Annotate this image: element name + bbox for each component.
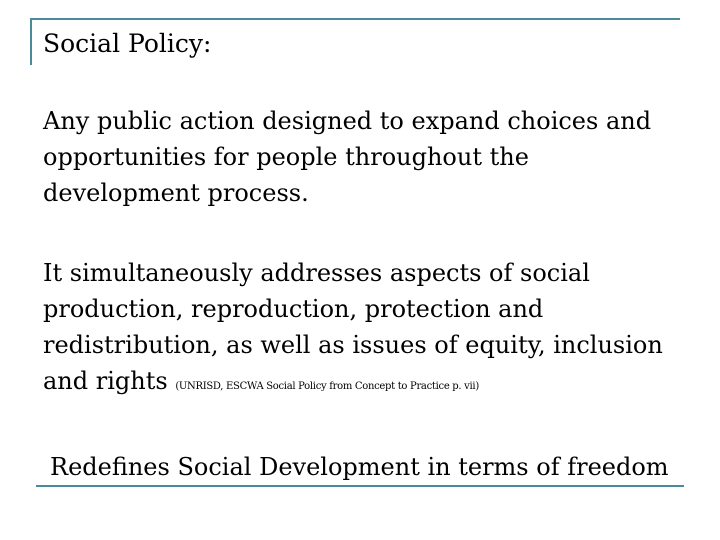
title-horizontal-rule (32, 18, 680, 20)
scope-paragraph (43, 255, 683, 399)
scope-text: It simultaneously addresses aspects of social production, reproduction, protection and redistribution, as well as issues of equity, inclusion and rights (43, 259, 663, 395)
title-vertical-rule (30, 18, 32, 65)
bottom-horizontal-rule (36, 485, 684, 487)
citation: (UNRISD, ESCWA Social Policy from Concept to Practice p. vii) (175, 381, 479, 392)
slide-title: Social Policy: (43, 29, 212, 58)
footer-statement: Redefines Social Development in terms of freedom (50, 453, 669, 481)
definition-paragraph: Any public action designed to expand choices and opportunities for people throughout the development process. (43, 107, 652, 207)
